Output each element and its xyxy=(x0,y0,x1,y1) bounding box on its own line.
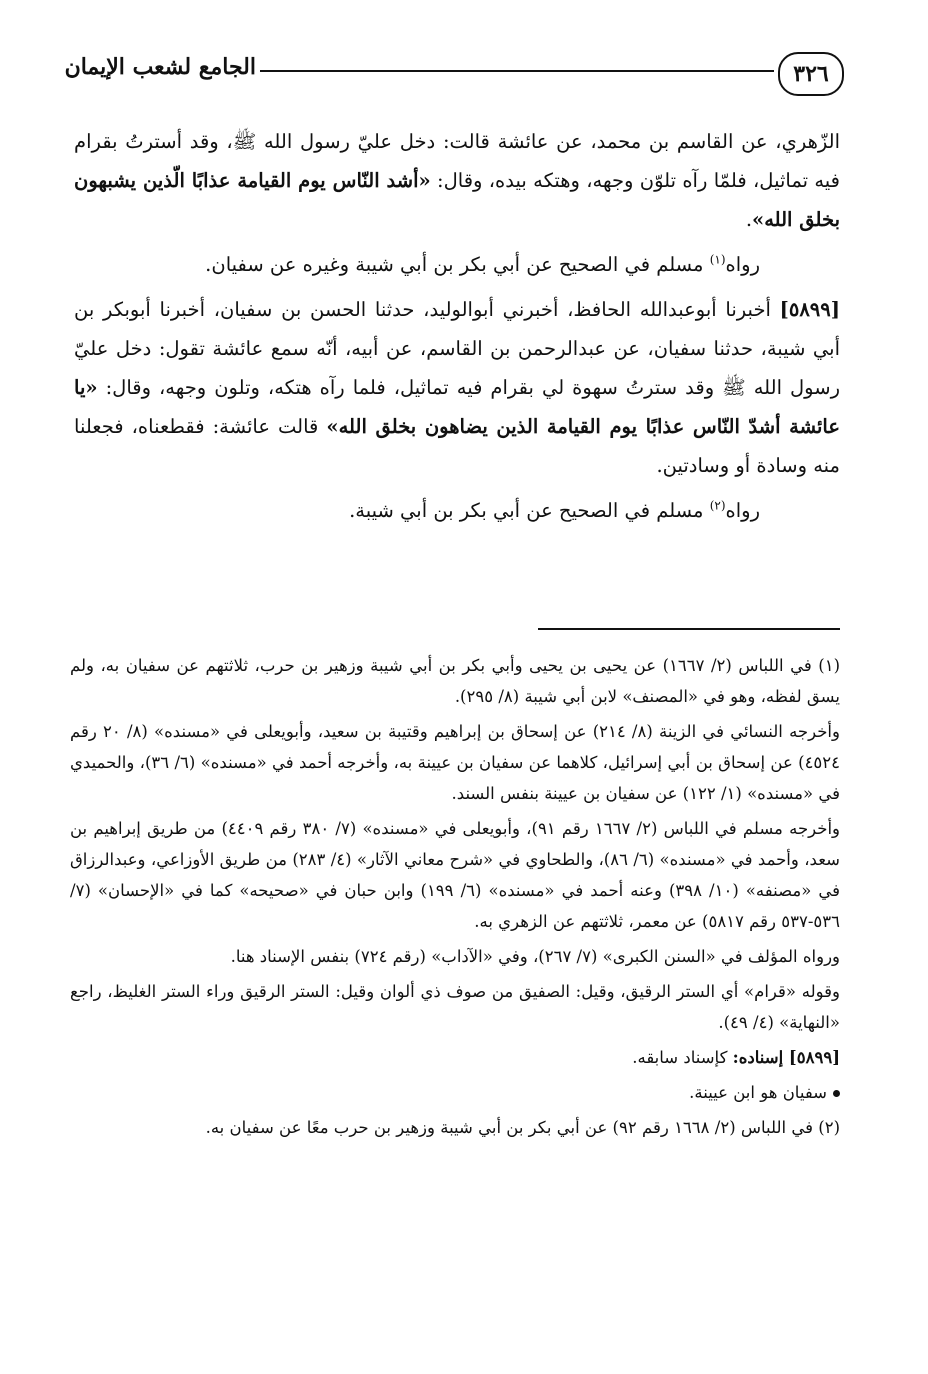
page-header xyxy=(52,48,844,104)
page-number xyxy=(778,52,844,96)
isnad-number: [٥٨٩٩] xyxy=(788,1048,840,1067)
paragraph-2 xyxy=(74,245,840,284)
footnote-2: (٢) في اللباس (٢/ ١٦٦٨ رقم ٩٢) عن أبي بكر بن أبي شيبة وزهير بن حرب معًا عن سفيان به. xyxy=(205,1118,840,1137)
footnote-isnad xyxy=(70,1042,840,1073)
footnote-1-a: (١) في اللباس (٢/ ١٦٦٧) عن يحيى بن يحيى وأبي بكر بن أبي شيبة وزهير بن حرب، ثلاثتهم عن سفيان به، ولم يسق لفظه، وهو في «المصنف» لابن أبي شيبة (٨/ ٢٩٥). xyxy=(70,656,840,706)
p4-text: مسلم في الصحيح عن أبي بكر بن أبي شيبة. xyxy=(349,499,710,522)
footnotes xyxy=(70,650,840,1147)
main-text xyxy=(74,122,840,536)
p3-end: قالت عائشة: فقطعناه، فجعلنا منه وسادة أو وسادتين. xyxy=(74,415,840,477)
p1-text: الزّهري، عن القاسم بن محمد، عن عائشة قالت: دخل عليّ رسول الله ﷺ، وقد أسترتُ بقرام فيه تماثيل، فلمّا رآه تلوّن وجهه، وهتكه بيده، وقال: xyxy=(74,130,840,192)
footnote-1-b: وأخرجه النسائي في الزينة (٨/ ٢١٤) عن إسحاق بن إبراهيم وقتيبة بن سعيد، وأبويعلى في «مسنده» (٨/ ٢٠ رقم ٤٥٢٤) عن إسحاق بن أبي إسرائيل، كلاهما عن سفيان بن عيينة به، وأخرجه أحمد في «مسنده» (٦/ ٣٦)، والحميدي في «مسنده» (١/ ١٢٢) عن سفيان بن عيينة بنفس السند. xyxy=(70,722,841,803)
hadith-number: [٥٨٩٩] xyxy=(779,298,840,321)
footnote-1-d: ورواه المؤلف في «السنن الكبرى» (٧/ ٢٦٧)، وفي «الآداب» (رقم ٧٢٤) بنفس الإسناد هنا. xyxy=(230,947,840,966)
footnote-1-e: وقوله «قرام» أي الستر الرقيق، وقيل: الصفيق من صوف ذي ألوان وقيل: الستر الرقيق وراء الستر الغليظ، راجع «النهاية» (٤/ ٤٩). xyxy=(70,982,840,1032)
footnote-1-c: وأخرجه مسلم في اللباس (٢/ ١٦٦٧ رقم ٩١)، وأبويعلى في «مسنده» (٧/ ٣٨٠ رقم ٤٤٠٩) من طريق إبراهيم بن سعد، وأحمد في «مسنده» (٦/ ٨٦)، والطحاوي في «شرح معاني الآثار» (٤/ ٢٨٣) من طريق الأوزاعي، وعبدالرزاق في «مصنفه» (١٠/ ٣٩٨) وعنه أحمد في «مسنده» (٦/ ١٩٩) وابن حبان في «صحيحه» كما في «الإحسان» (٧/ ٥٣٦-٥٣٧ رقم ٥٨١٧) عن معمر، ثلاثتهم عن الزهري به. xyxy=(70,819,840,931)
header-rule xyxy=(260,70,774,72)
p1-end: . xyxy=(745,208,753,231)
bullet-text: سفيان هو ابن عيينة. xyxy=(689,1083,827,1102)
page-number-text: ٣٢٦ xyxy=(793,61,829,87)
p4-pre: رواه xyxy=(725,499,760,522)
p3-hadith-quote: «يا عائشة أشدّ النّاس عذابًا يوم القيامة الذين يضاهون بخلق الله» xyxy=(74,376,840,438)
p3-text: أخبرنا أبوعبدالله الحافظ، أخبرني أبوالوليد، حدثنا الحسن بن سفيان، أخبرنا أبوبكر بن أبي شيبة، حدثنا سفيان، عن عبدالرحمن بن القاسم، عن أبيه، أنّه سمع عائشة تقول: دخل عليّ رسول الله ﷺ وقد سترتُ سهوة لي بقرام فيه تماثيل، فلما رآه هتكه، وتلون وجهه، وقال: xyxy=(74,298,840,399)
footnote-ref-2[interactable]: (٢) xyxy=(709,498,726,513)
isnad-label: إسناده: xyxy=(732,1048,789,1067)
paragraph-4 xyxy=(74,491,840,530)
p1-hadith-quote: «أشد النّاس يوم القيامة عذابًا الّذين يشبهون بخلق الله» xyxy=(74,169,840,231)
footnote-ref-1[interactable]: (١) xyxy=(709,252,726,267)
footnote-bullet xyxy=(70,1077,840,1108)
bullet-icon xyxy=(833,1090,840,1097)
footnote-separator xyxy=(538,628,840,630)
isnad-text: كإسناد سابقه. xyxy=(632,1048,733,1067)
p2-pre: رواه xyxy=(725,253,760,276)
p2-text: مسلم في الصحيح عن أبي بكر بن أبي شيبة وغيره عن سفيان. xyxy=(205,253,710,276)
paragraph-3 xyxy=(74,290,840,485)
book-title: الجامع لشعب الإيمان xyxy=(64,54,256,80)
paragraph-1 xyxy=(74,122,840,239)
